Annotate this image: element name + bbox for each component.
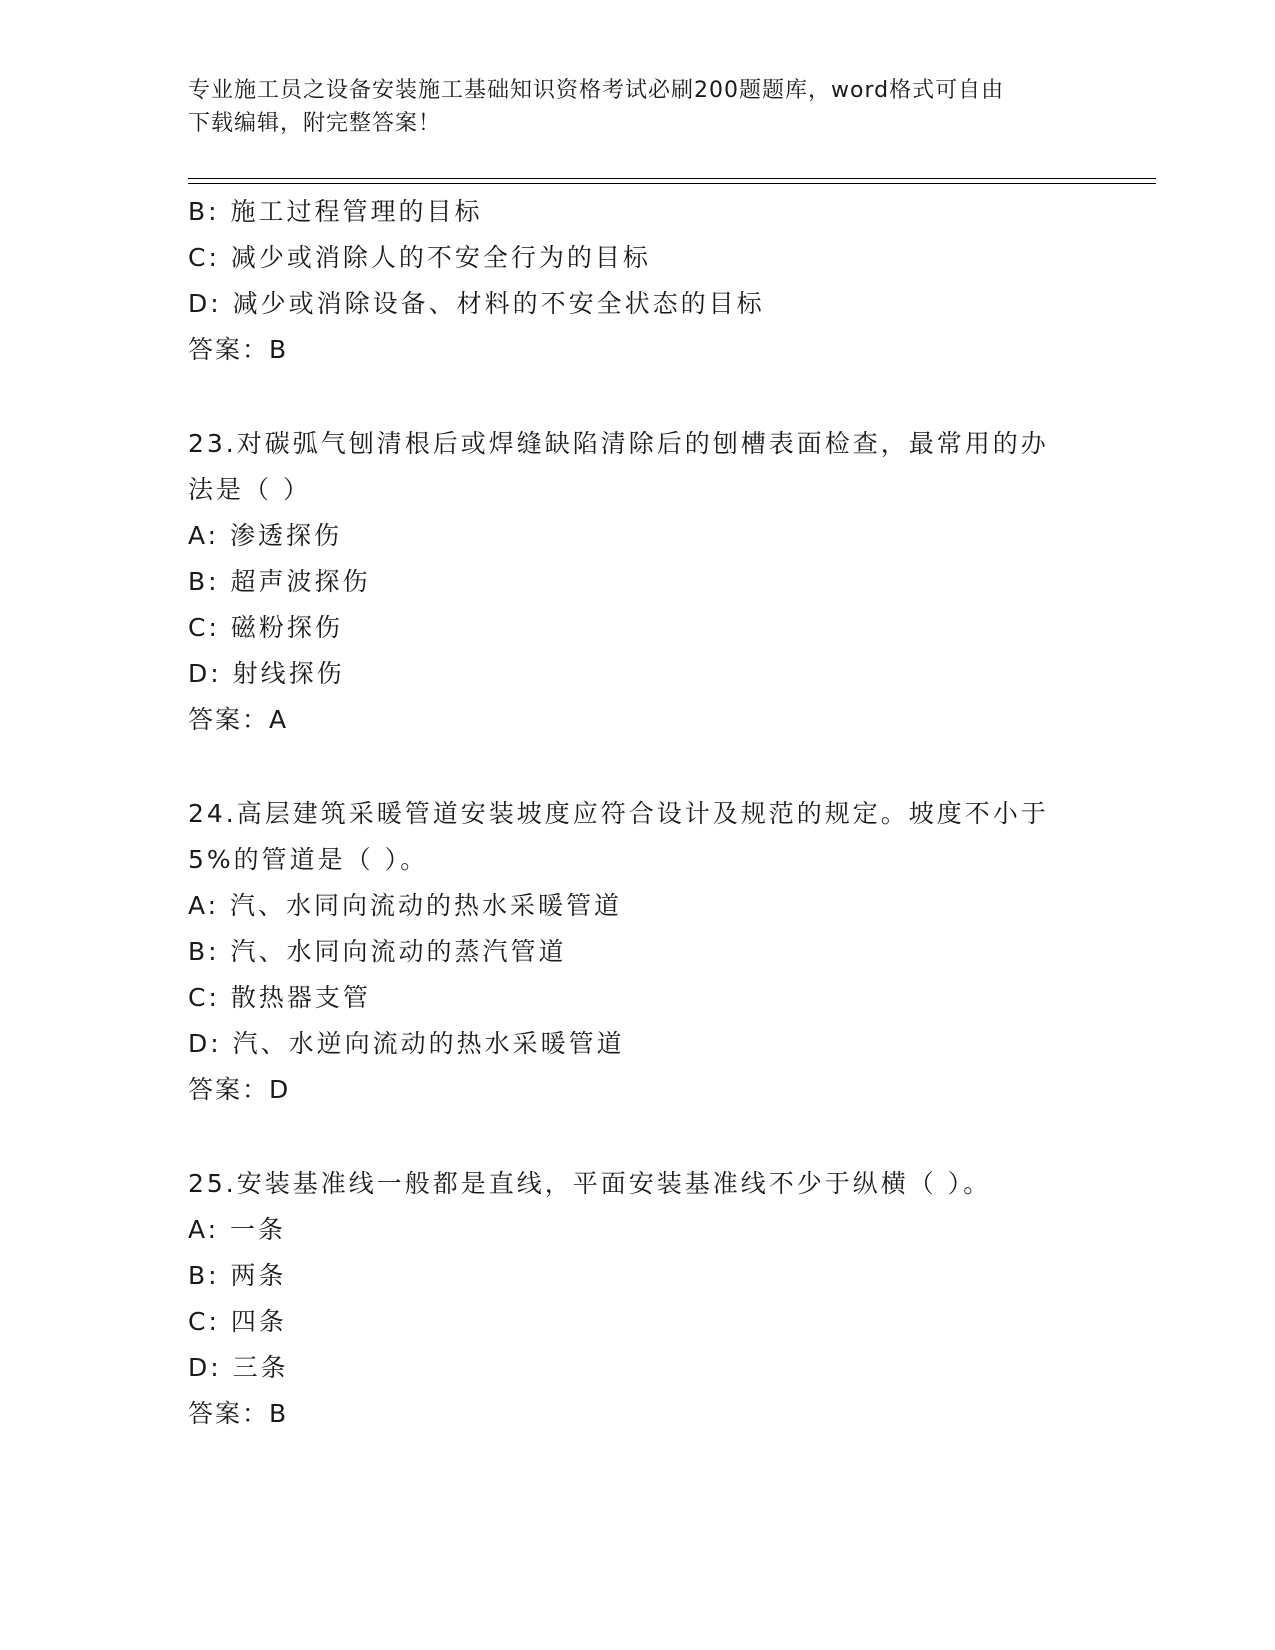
option-a: A: 汽、水同向流动的热水采暖管道: [188, 891, 623, 920]
header-divider-top: [188, 178, 1156, 179]
question-25: [188, 1161, 1088, 1437]
header-line-2: 下载编辑，附完整答案！: [188, 111, 442, 136]
question-stem: 25.安装基准线一般都是直线，平面安装基准线不少于纵横（ ）。: [188, 1169, 992, 1198]
question-stem: 法是（ ）: [188, 475, 311, 504]
option-a: A: 渗透探伤: [188, 521, 343, 550]
answer-line: 答案：B: [188, 1399, 289, 1428]
option-c: C: 四条: [188, 1307, 287, 1336]
option-b: B: 两条: [188, 1261, 287, 1290]
question-stem: 23.对碳弧气刨清根后或焊缝缺陷清除后的刨槽表面检查，最常用的办: [188, 429, 1049, 458]
option-d: D: 三条: [188, 1353, 289, 1382]
option-c: C: 磁粉探伤: [188, 613, 343, 642]
header-divider-bottom: [188, 183, 1156, 184]
question-gap: [188, 743, 1088, 791]
option-c: C: 散热器支管: [188, 983, 371, 1012]
option-c: C: 减少或消除人的不安全行为的目标: [188, 243, 651, 272]
option-b: B: 超声波探伤: [188, 567, 371, 596]
option-d: D: 汽、水逆向流动的热水采暖管道: [188, 1029, 625, 1058]
question-gap: [188, 373, 1088, 421]
option-b: B: 施工过程管理的目标: [188, 197, 483, 226]
question-stem: 24.高层建筑采暖管道安装坡度应符合设计及规范的规定。坡度不小于: [188, 799, 1049, 828]
option-b: B: 汽、水同向流动的蒸汽管道: [188, 937, 567, 966]
question-24: [188, 791, 1088, 1113]
question-list: [188, 189, 1088, 1437]
question-stem: 5%的管道是（ ）。: [188, 845, 429, 874]
answer-line: 答案：D: [188, 1075, 291, 1104]
document-header: [188, 74, 1068, 140]
option-d: D: 减少或消除设备、材料的不安全状态的目标: [188, 289, 765, 318]
question-22-continued: [188, 189, 1088, 373]
answer-line: 答案：B: [188, 335, 289, 364]
answer-line: 答案：A: [188, 705, 289, 734]
header-line-1: 专业施工员之设备安装施工基础知识资格考试必刷200题题库，word格式可自由: [188, 78, 1005, 103]
option-d: D: 射线探伤: [188, 659, 345, 688]
question-23: [188, 421, 1088, 743]
question-gap: [188, 1113, 1088, 1161]
option-a: A: 一条: [188, 1215, 287, 1244]
